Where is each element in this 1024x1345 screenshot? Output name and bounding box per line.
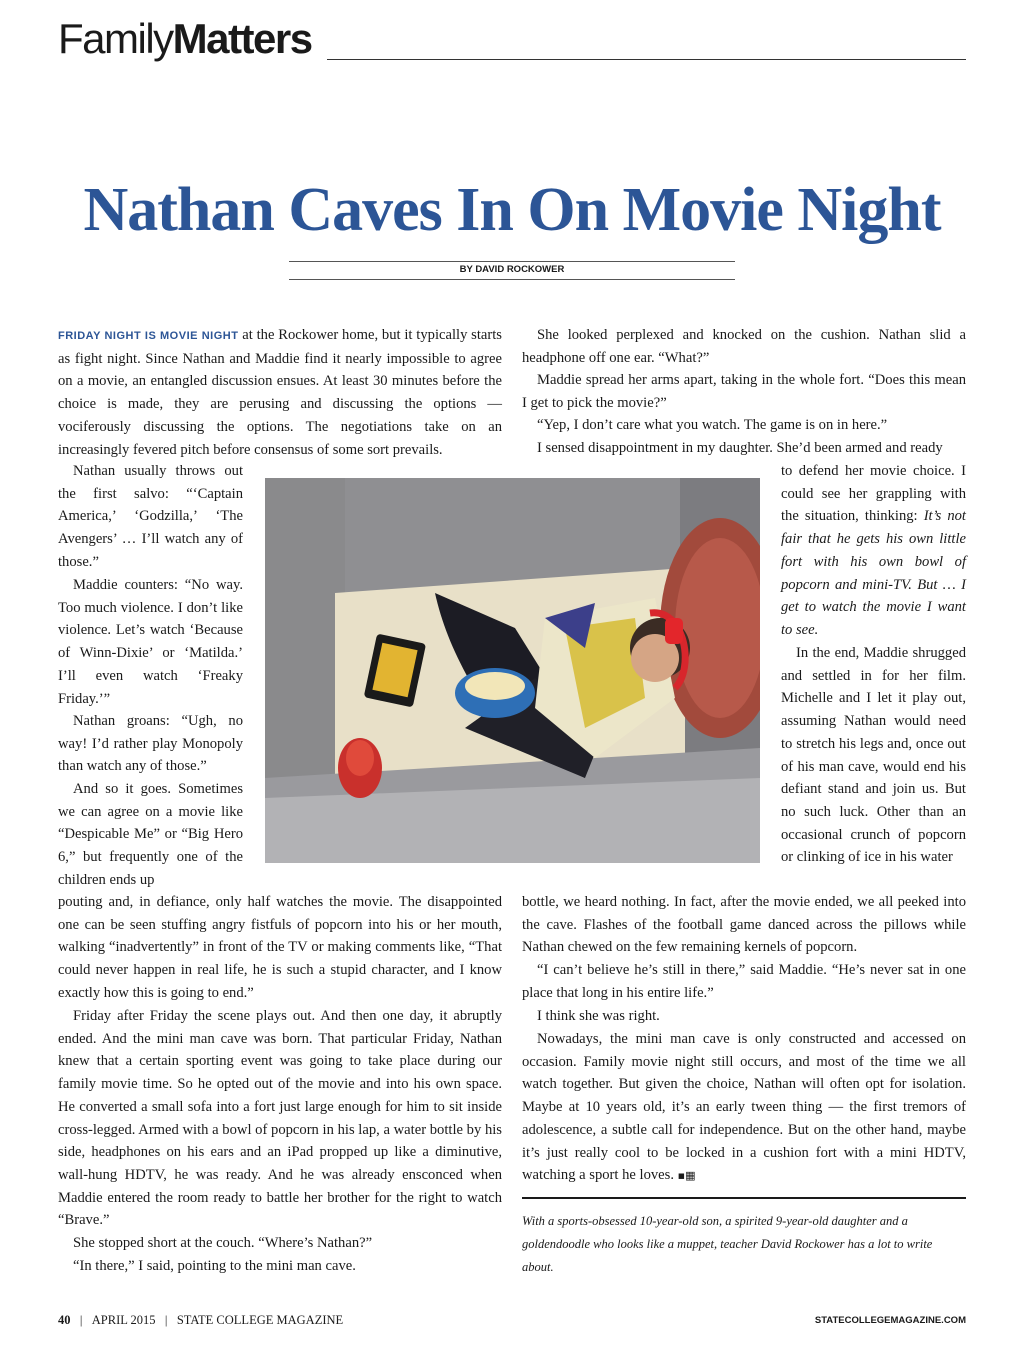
bio-rule <box>522 1197 966 1199</box>
paragraph-9: She looked perplexed and knocked on the cushion. Nathan slid a headphone off one ear. “What?” <box>522 327 966 366</box>
magazine-name: STATE COLLEGE MAGAZINE <box>176 1313 344 1327</box>
section-title-light: Family <box>58 15 173 62</box>
issue-date: APRIL 2015 <box>91 1313 156 1327</box>
article-headline: Nathan Caves In On Movie Night <box>83 176 941 244</box>
author-bio: With a sports-obsessed 10-year-old son, a spirited 9-year-old daughter and a goldendoodle who looks like a muppet, teacher David Rockower has a lot to write about. <box>522 1214 933 1274</box>
paragraph-13-wrap: In the end, Maddie shrugged and settled in for her film. Michelle and I let it play out, assuming Nathan would need to stretch his legs and, once out of his man cave, would end his defiant stand and join us. But no such luck. Other than an occasional crunch of popcorn or clinking of ice in his water <box>781 645 966 866</box>
section-title-bold: Matters <box>172 15 312 62</box>
paragraph-5-continued: pouting and, in defiance, only half watches the movie. The disappointed one can be seen stuffing angry fistfuls of popcorn into his or her mouth, walking “inadvertently” in front of the TV or making comments like, “That could never happen in real life, he is such a stupid character, and I know exactly how this is going to end.” <box>58 894 502 1001</box>
footer-folio <box>58 1313 343 1328</box>
paragraph-12-text: to defend her movie choice. I could see her grappling with the situation, thinking: <box>781 463 966 525</box>
paragraph-13-continued: bottle, we heard nothing. In fact, after the movie ended, we all peeked into the cave. Flashes of the football game danced across the pillows while Nathan chewed on the few remaining kernels of popcorn. <box>522 894 966 956</box>
article-photo <box>265 478 760 863</box>
paragraph-8: “In there,” I said, pointing to the mini man cave. <box>73 1258 356 1274</box>
section-title <box>58 15 312 62</box>
paragraph-12-wrap <box>781 460 966 642</box>
photo-boy-in-cushion-fort <box>265 478 760 863</box>
paragraph-7: She stopped short at the couch. “Where’s Nathan?” <box>73 1235 373 1251</box>
paragraph-3: Maddie counters: “No way. Too much violence. I don’t like violence. Let’s watch ‘Because of Winn-Dixie’ or ‘Matilda.’ I’ll even watch ‘Freaky Friday.’” <box>58 577 243 707</box>
paragraph-12-first-line: I sensed disappointment in my daughter. She’d been armed and ready <box>537 440 943 456</box>
byline-rule-bottom <box>289 279 735 280</box>
footer-separator: | <box>164 1313 168 1327</box>
paragraph-10: Maddie spread her arms apart, taking in the whole fort. “Does this mean I get to pick the movie?” <box>522 372 966 411</box>
paragraph-16-text: Nowadays, the mini man cave is only constructed and accessed on occasion. Family movie night still occurs, and most of the time we all watch together. But given the choice, Nathan will often opt for isolation. Maybe at 10 years old, it’s an early tween thing — the first tremors of adolescence, a subtle call for independence. But on the other hand, maybe it’s just really cool to be locked in a cushion fort with a mini HDTV, watching a sport he loves. <box>522 1031 966 1184</box>
paragraph-6: Friday after Friday the scene plays out. And then one day, it abruptly ended. And the mini man cave was born. That particular Friday, Nathan knew that a certain sporting event was going to take place during our family movie time. So he opted out of the movie and into his own space. He converted a small sofa into a fort just large enough for him to sit inside cross-legged. Armed with a bowl of popcorn in his lap, a water bottle by his side, headphones on his ears and an iPad propped up like a diminutive, wall-hung HDTV, he was ready. And he was already ensconced when Maddie entered the room ready to battle her brother for the right to watch “Brave.” <box>58 1008 502 1229</box>
end-mark-icon: ▪▦ <box>677 1169 696 1183</box>
section-rule <box>327 59 966 60</box>
lead-in: FRIDAY NIGHT IS MOVIE NIGHT <box>58 330 239 342</box>
paragraph-12-thought: It’s not fair that he gets his own little fort with his own bowl of popcorn and mini-TV. But … I get to watch the movie I want to see. <box>781 508 966 638</box>
paragraph-2: Nathan usually throws out the first salvo: “‘Captain America,’ ‘Godzilla,’ ‘The Avengers’ … I’ll watch any of those.” <box>58 463 243 570</box>
byline-rule-top <box>289 261 735 262</box>
paragraph-16 <box>522 1028 966 1188</box>
footer-separator: | <box>79 1313 83 1327</box>
paragraph-11: “Yep, I don’t care what you watch. The game is on in here.” <box>537 417 888 433</box>
byline: BY DAVID ROCKOWER <box>459 264 565 275</box>
paragraph-5-wrap: And so it goes. Sometimes we can agree on a movie like “Despicable Me” or “Big Hero 6,” but frequently one of the children ends up <box>58 781 243 888</box>
paragraph-1-text: at the Rockower home, but it typically starts as fight night. Since Nathan and Maddie find it nearly impossible to agree on a movie, an entangled discussion ensues. At least 30 minutes before the choice is made, they are perusing and discussing the options — vociferously discussing the options. The negotiations take on an increasingly fevered pitch before consensus of some sort prevails. <box>58 327 502 458</box>
paragraph-4: Nathan groans: “Ugh, no way! I’d rather play Monopoly than watch any of those.” <box>58 713 243 775</box>
paragraph-1 <box>58 324 502 461</box>
page-number: 40 <box>58 1313 71 1327</box>
paragraph-15: I think she was right. <box>537 1008 660 1024</box>
paragraph-14: “I can’t believe he’s still in there,” said Maddie. “He’s never sat in one place that long in his entire life.” <box>522 962 966 1001</box>
website-url: STATECOLLEGEMAGAZINE.COM <box>814 1315 966 1326</box>
